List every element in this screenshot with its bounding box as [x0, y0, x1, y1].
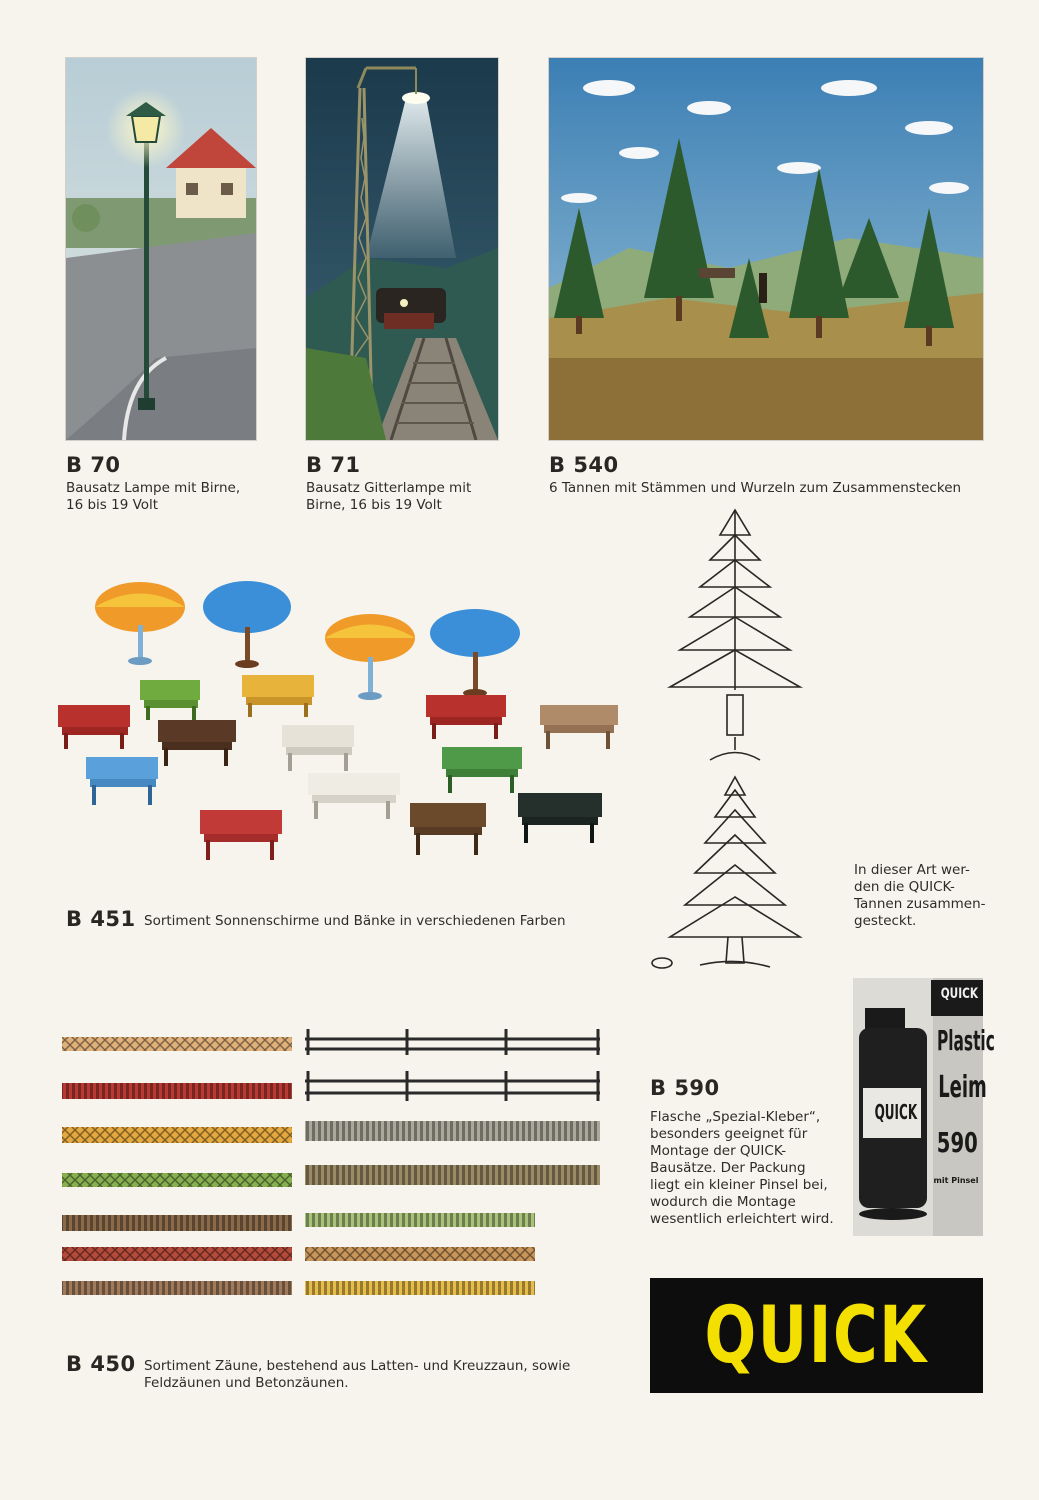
bench-white-2-icon	[308, 773, 400, 819]
desc-line: Bausätze. Der Packung	[650, 1160, 806, 1176]
product-desc-b450	[144, 1358, 614, 1392]
bench-brown-1-icon	[158, 720, 236, 766]
product-code-b451: B 451	[66, 907, 136, 931]
desc-line: Sortiment Zäune, bestehend aus Latten- und Kreuzzaun, sowie	[144, 1358, 571, 1374]
bench-red-3-icon	[200, 810, 282, 860]
umbrella-blue-1-icon	[203, 581, 291, 668]
desc-line: Feldzäunen und Betonzäunen.	[144, 1375, 349, 1391]
product-desc-b70	[66, 480, 256, 514]
desc-line: liegt ein kleiner Pinsel bei,	[650, 1177, 828, 1193]
bench-green-2-icon	[442, 747, 522, 793]
quick-logo-text: QUICK	[704, 1290, 929, 1381]
desc-line: Bausatz Gitterlampe mit	[306, 480, 472, 496]
product-code-b71: B 71	[306, 453, 361, 477]
desc-line: Sortiment Sonnenschirme und Bänke in verschiedenen Farben	[144, 913, 566, 929]
caption-line: den die QUICK-	[854, 879, 955, 895]
desc-line: 6 Tannen mit Stämmen und Wurzeln zum Zusammenstecken	[549, 480, 962, 496]
tree-caption	[854, 862, 994, 930]
desc-line: besonders geeignet für	[650, 1126, 808, 1142]
glue-box-number: 590	[936, 1126, 978, 1159]
caption-line: gesteckt.	[854, 913, 917, 929]
image-b71-lattice-lamp	[306, 58, 498, 440]
product-code-b70: B 70	[66, 453, 121, 477]
product-desc-b540	[549, 480, 983, 497]
bench-black-icon	[518, 793, 602, 843]
product-code-b540: B 540	[549, 453, 619, 477]
desc-line: wesentlich erleichtert wird.	[650, 1211, 834, 1227]
glue-bottle-label: QUICK	[874, 1100, 918, 1124]
umbrella-orange-1-icon	[95, 582, 185, 665]
bench-green-icon	[140, 680, 200, 720]
glue-box-small: mit Pinsel	[933, 1176, 979, 1185]
product-desc-b451	[144, 913, 624, 930]
bench-tan-icon	[540, 705, 618, 749]
desc-line: Flasche „Spezial-Kleber“,	[650, 1109, 821, 1125]
product-desc-b71	[306, 480, 506, 514]
desc-line: Montage der QUICK-	[650, 1143, 787, 1159]
glue-box-brand: QUICK	[940, 986, 978, 1002]
image-b590-glue-package	[853, 978, 995, 1236]
desc-line: wodurch die Montage	[650, 1194, 796, 1210]
quick-logo	[650, 1278, 983, 1393]
image-b540-fir-forest	[549, 58, 983, 440]
bench-red-icon	[58, 705, 130, 749]
bench-yellow-icon	[242, 675, 314, 717]
image-b451-umbrellas-benches	[50, 575, 630, 885]
caption-line: In dieser Art wer-	[854, 862, 970, 878]
desc-line: 16 bis 19 Volt	[66, 497, 159, 513]
product-code-b450: B 450	[66, 1352, 136, 1376]
glue-box-line2: Leim	[938, 1070, 987, 1105]
product-desc-b590	[650, 1109, 850, 1228]
caption-line: Tannen zusammen-	[854, 896, 986, 912]
umbrella-blue-2-icon	[430, 609, 520, 697]
bench-brown-2-icon	[410, 803, 486, 855]
image-b70-street-lamp	[66, 58, 256, 440]
desc-line: Bausatz Lampe mit Birne,	[66, 480, 241, 496]
desc-line: Birne, 16 bis 19 Volt	[306, 497, 442, 513]
bench-red-2-icon	[426, 695, 506, 739]
product-code-b590: B 590	[650, 1076, 720, 1100]
umbrella-orange-2-icon	[325, 614, 415, 700]
image-b450-fences	[60, 1025, 620, 1325]
image-fir-assembly-drawing	[640, 505, 840, 975]
bench-blue-icon	[86, 757, 158, 805]
glue-box-line1: Plastic	[936, 1024, 995, 1057]
bench-white-1-icon	[282, 725, 354, 771]
